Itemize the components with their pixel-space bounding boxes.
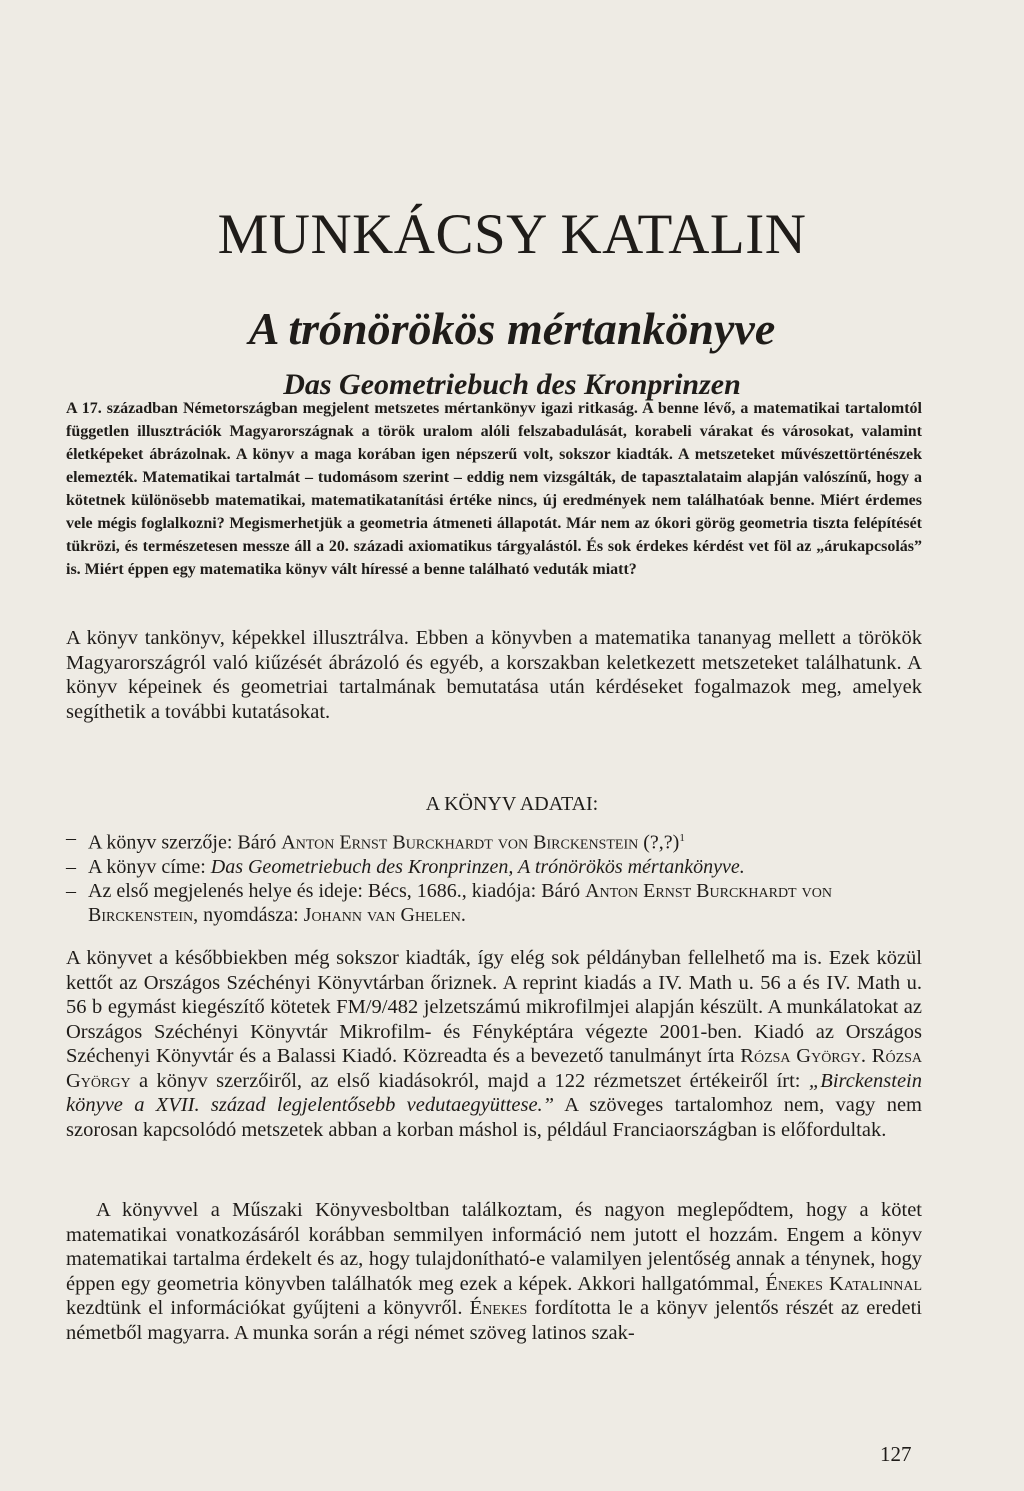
p2-text-c: fordította le a könyv jelentős részét az eredeti németből magyarra. A munka során a régi német szöveg latinos szak- bbox=[66, 1297, 923, 1344]
p1-text-b: . bbox=[860, 1045, 872, 1067]
data-item-author bbox=[66, 826, 922, 855]
end-dot: . bbox=[460, 903, 466, 926]
data-item-title bbox=[66, 855, 922, 879]
book-data-heading: A KÖNYV ADATAI: bbox=[425, 793, 599, 815]
p2-text-a: A könyvvel a Műszaki Könyvesboltban találkoztam, és nagyon meglepődtem, hogy a kötet matematikai vonatkozásáról korábban semmilyen információ nem jutott el hozzám. Engem a könyv matematikai tartalma érdekelt és az, hogy tulajdonítható-e valamilyen jelentőség annak a ténynek, hogy éppen egy geometria könyvben találhatók meg ezek a képek. Akkori hallgatómmal, bbox=[66, 1199, 922, 1295]
intro-paragraph: A könyv tankönyv, képekkel illusztrálva. Ebben a könyvben a matematika tananyag mellett a törökök Magyarországról való kiűzését ábrázoló és egyéb, a korszakban keletkezett metszeteket találhatunk. A könyv képeinek és geometriai tartalmának bemutatása után kérdéseket fogalmazok meg, amelyek segíthetik a további kutatásokat. bbox=[66, 627, 922, 723]
author-dates: (?,?) bbox=[638, 831, 680, 854]
data-item-author-label: A könyv szerzője: Báró bbox=[88, 831, 282, 854]
person-name: Rózsa György bbox=[66, 1045, 923, 1092]
person-name: Rózsa György bbox=[740, 1045, 861, 1067]
author-name: Anton Ernst Burckhardt von Birckenstein bbox=[281, 831, 639, 854]
printer-name: Johann van Ghelen bbox=[303, 903, 461, 926]
abstract: A 17. században Németországban megjelent metszetes mértankönyv igazi ritkaság. A benne lévő, a matematikai tartalomtól független illusztrációk Magyarországnak a török uralom alóli felszabadulását, korabeli várakat és városokat, valamint életképeket ábrázolnak. A könyv a maga korában igen népszerű volt, sokszor kiadták. A metszeteket művészettörténészek elemezték. Matematikai tartalmát – tudomásom szerint – eddig nem vizsgálták, de tapasztalataim alapján valószínű, hogy a kötetnek különösebb matematikai, matematikatanítási értéke nincs, új eredmények nem találhatóak benne. Miért érdemes vele mégis foglalkozni? Megismerhetjük a geometria átmeneti állapotát. Már nem az ókori görög geometria tiszta felépítését tükrözi, és természetesen messze áll a 20. századi axiomatikus tárgyalástól. És sok érdekes kérdést vet föl az „árukapcsolás” is. Miért éppen egy matematika könyv vált híressé a benne található veduták miatt? bbox=[66, 400, 922, 578]
data-item-publication bbox=[66, 879, 922, 927]
body-paragraph-2 bbox=[66, 1198, 922, 1345]
publisher-name: Anton Ernst Burckhardt von Birckenstein bbox=[88, 879, 832, 926]
quote: „Birckenstein könyve a XVII. század legjelentősebb vedutaegyüttese.” bbox=[66, 1069, 922, 1116]
footnote-mark: 1 bbox=[679, 832, 685, 844]
book-title: Das Geometriebuch des Kronprinzen, A trónörökös mértankönyve. bbox=[210, 855, 745, 878]
data-item-place-label: Az első megjelenés helye és ideje: Bécs, 1686., kiadója: Báró bbox=[88, 879, 586, 902]
page-number: 127 bbox=[880, 1442, 912, 1466]
article-subtitle: Das Geometriebuch des Kronprinzen bbox=[283, 368, 741, 401]
author-heading: MUNKÁCSY KATALIN bbox=[217, 203, 807, 267]
p2-text-b: kezdtünk el információkat gyűjteni a könyvről. bbox=[66, 1297, 470, 1319]
article-title: A trónörökös mértankönyve bbox=[248, 303, 776, 355]
person-name: Énekes bbox=[469, 1297, 528, 1319]
book-data-list bbox=[66, 826, 922, 927]
p1-text-d: A szöveges tartalomhoz nem, vagy nem szorosan kapcsolódó metszetek abban a korban máshol is, például Franciaországban is előfordultak. bbox=[66, 1094, 922, 1141]
printer-label: , nyomdásza: bbox=[193, 903, 304, 926]
p1-text-c: a könyv szerzőiről, az első kiadásokról, majd a 122 rézmetszet értékeiről írt: bbox=[130, 1069, 809, 1092]
body-paragraph-1 bbox=[66, 946, 922, 1142]
p1-text-a: A könyvet a későbbiekben még sokszor kiadták, így elég sok példányban fellelhető ma is. Ezek közül kettőt az Országos Széchényi Könyvtárban őriznek. A reprint kiadás a IV. Math u. 56 a és IV. Math u. 56 b egymást kiegészítő kötetek FM/9/482 jelzetszámú mikrofilmjei alapján készült. A munkálatokat az Országos Széchényi Könyvtár Mikrofilm- és Fényképtára végezte 2001-ben. Kiadó az Országos Széchenyi Könyvtár és a Balassi Kiadó. Közreadta és a bevezető tanulmányt írta bbox=[66, 947, 922, 1067]
person-name: Énekes Katalinnal bbox=[765, 1272, 922, 1295]
data-item-title-label: A könyv címe: bbox=[88, 855, 211, 878]
